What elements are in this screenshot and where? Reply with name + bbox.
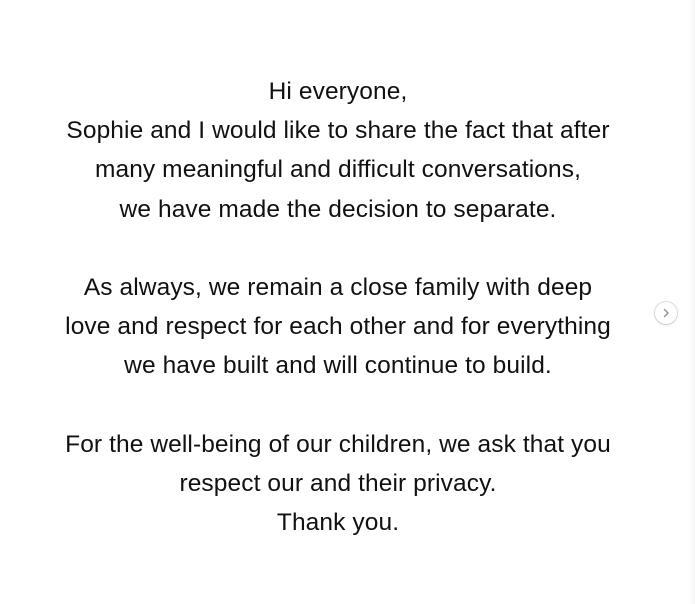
statement-line: Thank you.	[276, 509, 400, 537]
carousel-next-button[interactable]	[655, 302, 677, 324]
statement-line: Hi everyone,	[268, 78, 408, 105]
statement-line: we have built and will continue to build.	[124, 352, 552, 380]
statement-line: many meaningful and difficult conversations,	[94, 156, 582, 184]
right-edge-shade	[689, 0, 695, 604]
statement-line: love and respect for each other and for everything	[65, 313, 611, 341]
statement-line: As always, we remain a close family with deep	[83, 274, 593, 301]
statement-text	[0, 72, 676, 542]
chevron-right-icon	[661, 308, 671, 318]
paragraph-gap	[0, 229, 676, 268]
statement-line: respect our and their privacy.	[179, 470, 497, 497]
statement-line: Sophie and I would like to share the fact that after	[66, 117, 610, 145]
statement-line: we have made the decision to separate.	[119, 195, 557, 223]
paragraph-gap	[0, 386, 676, 425]
statement-line: For the well-being of our children, we ask that you	[65, 430, 611, 458]
